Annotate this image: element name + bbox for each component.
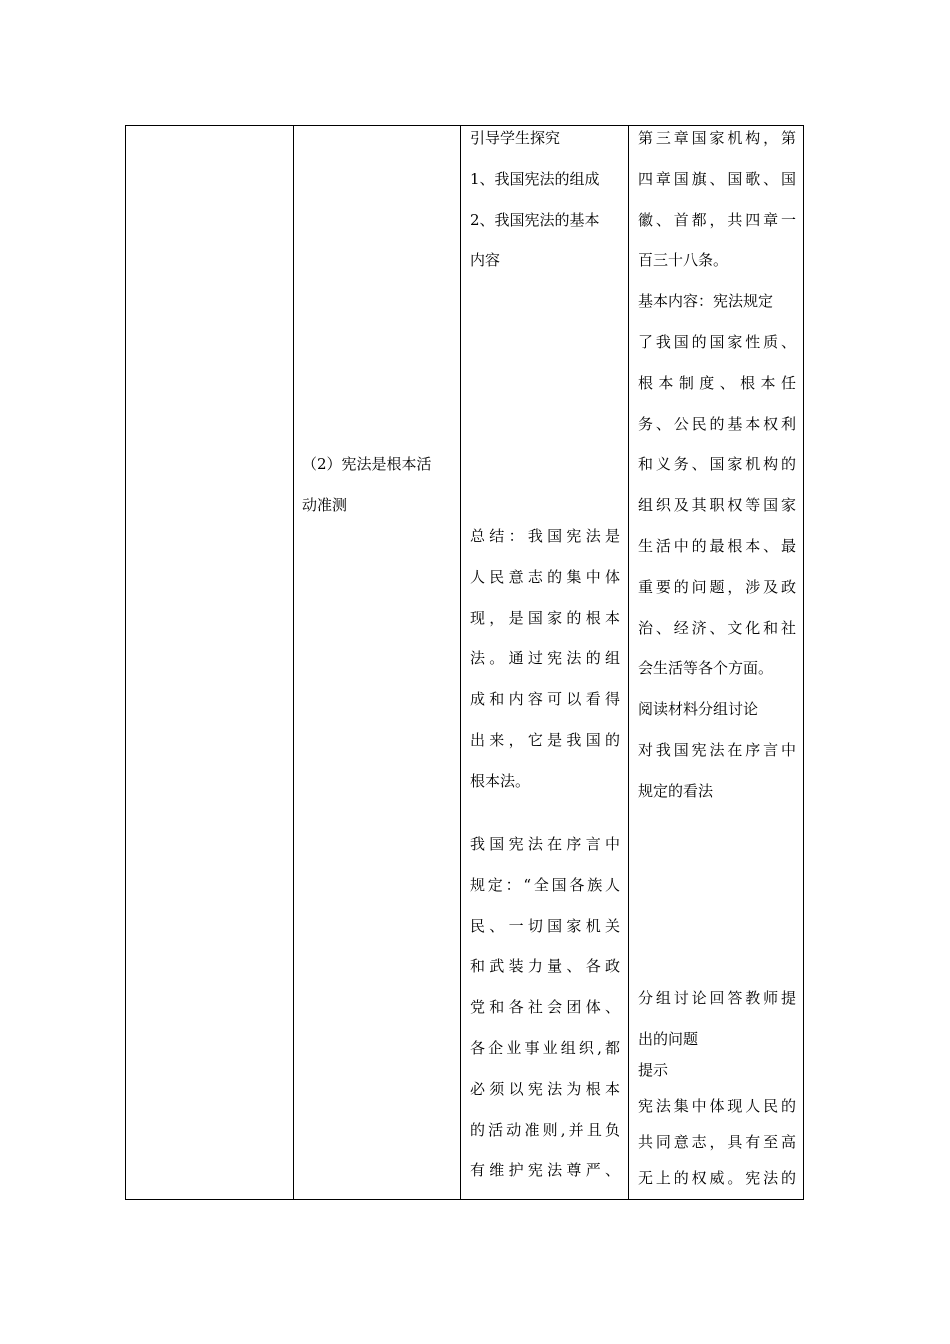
text-line: 人民意志的集中体 [470,567,620,586]
text-line: 四章国旗、国歌、国 [638,169,796,188]
text-line: 党和各社会团体、 [470,998,620,1017]
hint-text [638,1052,796,1196]
column-3-teacher-activity [461,126,629,1199]
text-line: 引导学生探究 [470,129,561,147]
text-line: 现，是国家的根本 [470,608,620,627]
text-line: 治、经济、文化和社 [638,618,796,637]
column-1 [126,126,294,1199]
text-line: 生活中的最根本、最 [638,536,796,555]
text-line: 内容 [470,251,501,270]
text-line: 宪法集中体现人民的 [638,1097,796,1115]
lesson-table [125,125,804,1200]
text-line: 务、公民的基本权利 [638,414,796,433]
text-line: 了我国的国家性质、 [638,332,796,351]
text-line: 提示 [638,1061,669,1079]
text-line: 徽、首都，共四章一 [638,210,796,229]
content-point-text [302,444,454,526]
text-line: 基本内容：宪法规定 [638,292,774,311]
text-line: 规定的看法 [638,781,714,800]
text-line: 出的问题 [638,1029,699,1048]
guide-explore-text [470,118,620,281]
group-discussion-text [638,978,796,1060]
text-line: （2）宪法是根本活 [302,455,432,473]
text-line: 第三章国家机构，第 [638,129,796,147]
text-line: 根本制度、根本任 [638,373,796,392]
constitution-structure-text [638,118,796,812]
text-line: 有维护宪法尊严、 [470,1161,620,1180]
text-line: 会生活等各个方面。 [638,659,774,678]
text-line: 规定：“全国各族人 [470,875,620,894]
text-line: 2、我国宪法的基本 [470,210,600,229]
text-line: 分组讨论回答教师提 [638,989,796,1007]
text-line: 对我国宪法在序言中 [638,740,796,759]
preamble-quote-text [470,824,620,1191]
summary-text [470,516,620,802]
text-line: 总结：我国宪法是 [470,527,620,545]
text-line: 动准测 [302,495,348,514]
text-line: 出来，它是我国的 [470,730,620,749]
column-2-content-point [294,126,461,1199]
text-line: 根本法。 [470,771,531,790]
text-line: 和武装力量、各政 [470,957,620,976]
text-line: 阅读材料分组讨论 [638,700,759,719]
column-4-student-activity [629,126,803,1199]
text-line: 的活动准则,并且负 [470,1120,620,1139]
text-line: 各企业事业组织,都 [470,1038,620,1057]
text-line: 无上的权威。宪法的 [638,1169,796,1187]
text-line: 民、一切国家机关 [470,916,620,935]
text-line: 1、我国宪法的组成 [470,169,600,188]
text-line: 成和内容可以看得 [470,690,620,709]
text-line: 和义务、国家机构的 [638,455,796,474]
text-line: 法。通过宪法的组 [470,649,620,668]
text-line: 重要的问题，涉及政 [638,577,796,596]
text-line: 我国宪法在序言中 [470,835,620,853]
text-line: 组织及其职权等国家 [638,496,796,515]
text-line: 共同意志，具有至高 [638,1133,796,1151]
text-line: 必须以宪法为根本 [470,1079,620,1098]
text-line: 百三十八条。 [638,251,729,270]
